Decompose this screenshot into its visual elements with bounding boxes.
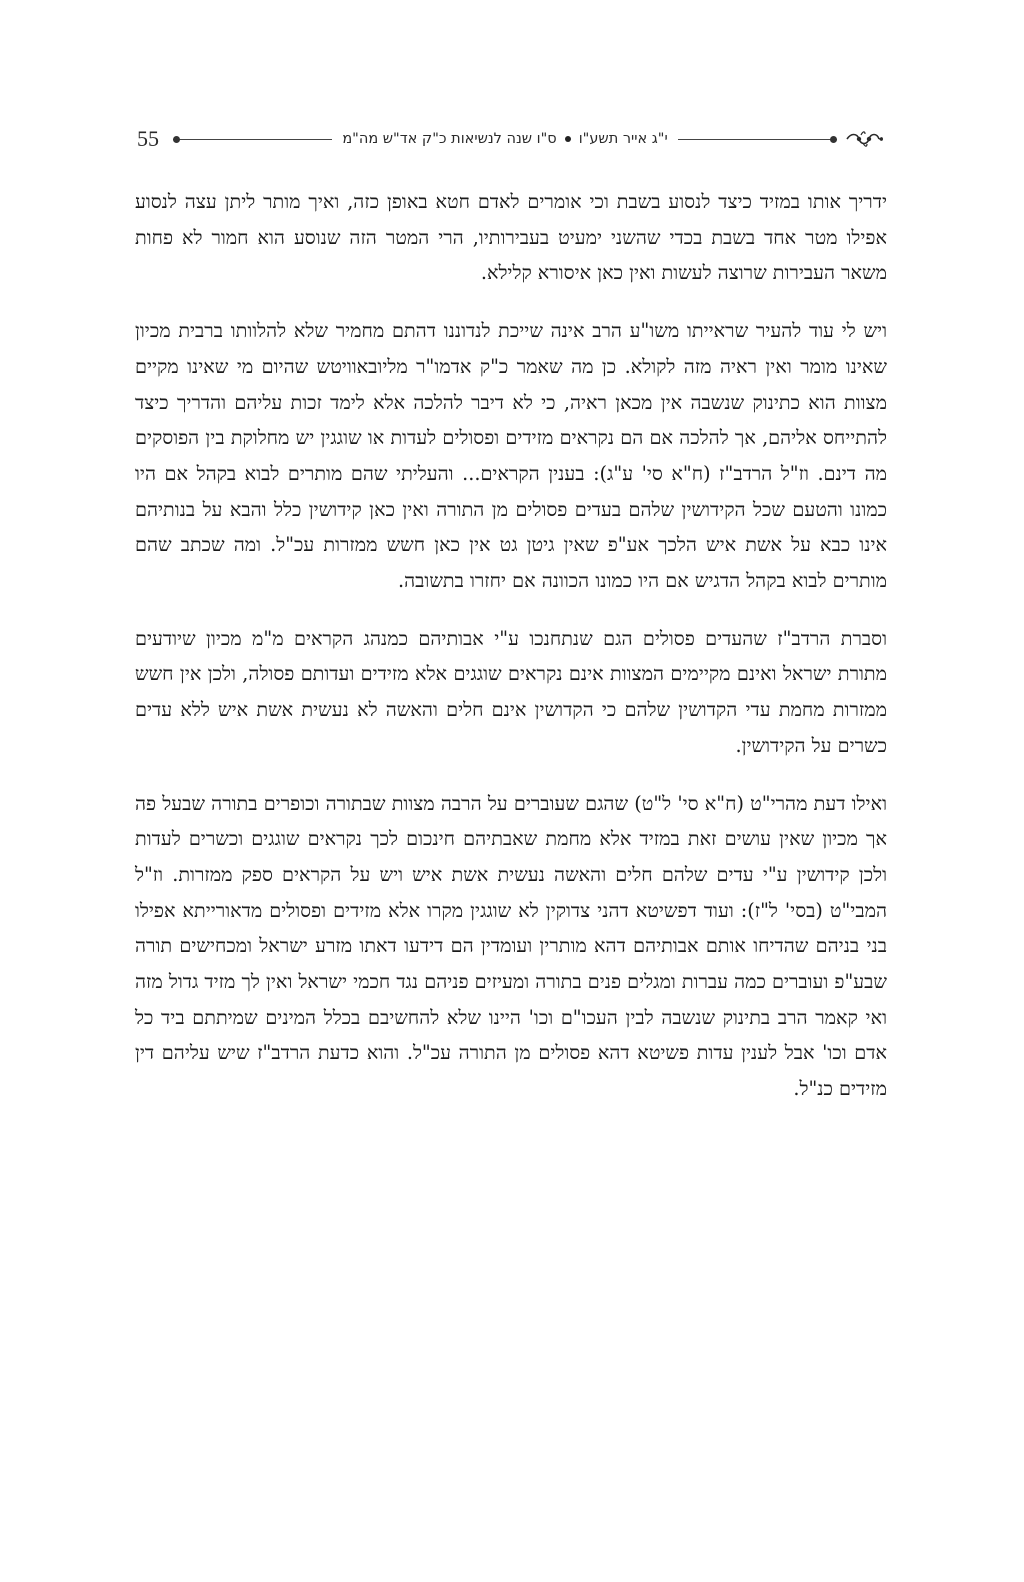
main-text <box>135 184 887 1129</box>
running-header <box>137 124 885 154</box>
header-title-date: י"ג אייר תשע"ו <box>578 131 668 147</box>
paragraph: וסברת הרדב"ז שהעדים פסולים הגם שנתחנכו ע"י אבותיהם כמנהג הקראים מ"מ מכיון שיודעים מתורת ישראל ואינם מקיימים המצוות אינם נקראים שוגגים אלא מזידים ועדותם פסולה, ולכן אין חשש ממזרות מחמת עדי הקדושין שלהם כי הקדושין אינם חלים והאשה לא נעשית אשת איש ללא עדים כשרים על הקידושין. <box>135 626 887 757</box>
ornament-icon <box>845 129 885 149</box>
page-number: 55 <box>137 126 159 151</box>
header-rule-left <box>173 139 332 140</box>
rule-dot <box>173 136 180 143</box>
rule-dot <box>830 136 837 143</box>
header-separator-dot <box>565 136 571 142</box>
paragraph: ויש לי עוד להעיר שראייתו משו"ע הרב אינה שייכת לנדוננו דהתם מחמיר שלא להלוותו ברבית מכיון שאינו מומר ואין ראיה מזה לקולא. כן מה שאמר כ"ק אדמו"ר מליובאוויטש שהיום מי שאינו מקיים מצוות הוא כתינוק שנשבה אין מכאן ראיה, כי לא דיבר להלכה אלא לימד זכות עליהם והדריך כיצד להתייחס אליהם, אך להלכה אם הם נקראים מזידים ופסולים לעדות או שוגגין יש מחלוקת בין הפוסקים מה דינם. וז"ל הרדב"ז (ח"א סי' ע"ג): בענין הקראים... והעליתי שהם מותרים לבוא בקהל אם היו כמונו והטעם שכל הקידושין שלהם בעדים פסולים מן התורה ואין כאן קידושין כלל והבא על בנותיהם אינו כבא על אשת איש הלכך אע"פ שאין גיטן גט אין כאן חשש ממזרות עכ"ל. ומה שכתב שהם מותרים לבוא בקהל הדגיש אם היו כמונו הכוונה אם יחזרו בתשובה. <box>135 319 887 593</box>
paragraph: ואילו דעת מהרי"ט (ח"א סי' ל"ט) שהגם שעוברים על הרבה מצוות שבתורה וכופרים בתורה שבעל פה אך מכיון שאין עושים זאת במזיד אלא מחמת שאבתיהם חינכום לכך נקראים שוגגים וכשרים לעדות ולכן קידושין ע"י עדים שלהם חלים והאשה נעשית אשת איש ויש על הקראים ספק ממזרות. וז"ל המבי"ט (בסי' ל"ז): ועוד דפשיטא דהני צדוקין לא שוגגין מקרו אלא מזידים ופסולים מדאורייתא אפילו בני בניהם שהדיחו אותם אבותיהם דהא מותרין ועומדין הם דידעו דאתו מזרע ישראל ומכחישים תורה שבע"פ ועוברים כמה עברות ומגלים פנים בתורה ומעיזים פניהם נגד חכמי ישראל ואין לך מזיד גדול מזה ואי קאמר הרב בתינוק שנשבה לבין העכו"ם וכו' היינו שלא להחשיבם בכלל המינים שמיתתם ביד כל אדם וכו' אבל לענין עדות פשיטא דהא פסולים מן התורה עכ"ל. והוא כדעת הרדב"ז שיש עליהם דין מזידים כנ"ל. <box>135 791 887 1101</box>
header-title <box>342 131 667 147</box>
header-title-occasion: ס"ו שנה לנשיאות כ"ק אד"ש מה"מ <box>342 131 557 147</box>
paragraph: ידריך אותו במזיד כיצד לנסוע בשבת וכי אומרים לאדם חטא באופן כזה, ואיך מותר ליתן עצה לנסוע אפילו מטר אחד בשבת בכדי שהשני ימעיט בעבירותיו, הרי המטר הזה שנוסע הוא חמור לא פחות משאר העבירות שרוצה לעשות ואין כאן איסורא קלילא. <box>135 190 887 285</box>
header-rule-right <box>678 139 837 140</box>
